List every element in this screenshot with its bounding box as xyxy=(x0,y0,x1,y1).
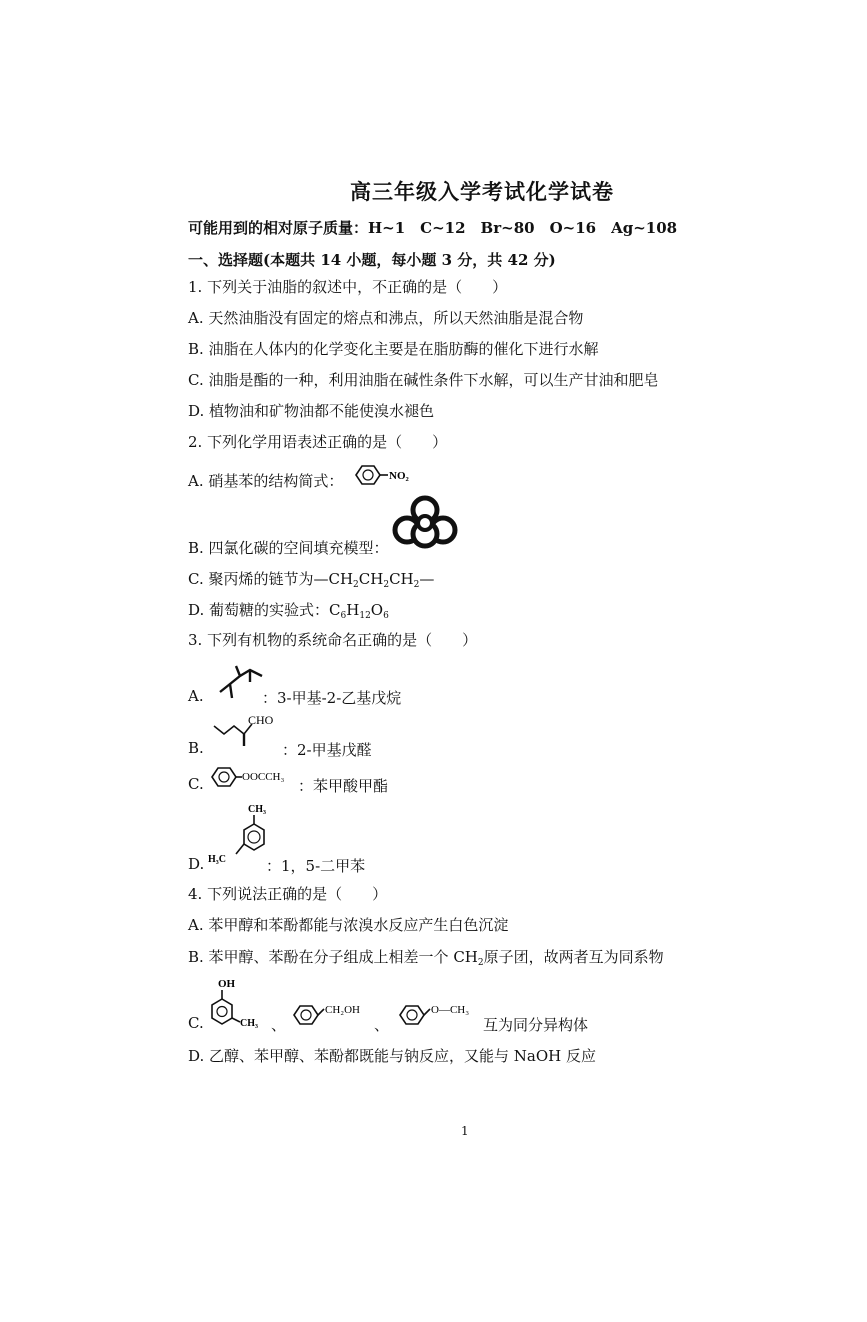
page-number: 1 xyxy=(461,1124,469,1138)
q4-stem: 4. 下列说法正确的是（ ） xyxy=(188,885,388,903)
q4-option-a: A. 苯甲醇和苯酚都能与浓溴水反应产生白色沉淀 xyxy=(188,916,509,934)
methyl-left-label: H₃C xyxy=(208,854,226,865)
ester-group-label: OOCCH₃ xyxy=(242,771,285,783)
q1-option-c: C. 油脂是酯的一种，利用油脂在碱性条件下水解，可以生产甘油和肥皂 xyxy=(188,371,659,389)
hydroxyl-label: OH xyxy=(218,978,236,990)
q3-option-a-label: A. xyxy=(188,687,204,705)
exam-title: 高三年级入学考试化学试卷 xyxy=(350,179,614,204)
q4-option-b: B. 苯甲醇、苯酚在分子组成上相差一个 $CH_2$原子团，故两者互为同系物 xyxy=(188,948,664,968)
q3-option-b-label: B. xyxy=(188,739,204,757)
q1-stem: 1. 下列关于油脂的叙述中，不正确的是（ ） xyxy=(188,278,508,296)
q4-c-separator-2: 、 xyxy=(374,1016,390,1034)
q4-c-separator-1: 、 xyxy=(271,1016,287,1034)
atomic-masses: 可能用到的相对原子质量：H~1 C~12 Br~80 O~16 Ag~108 xyxy=(188,219,678,237)
nitrobenzene-structure xyxy=(352,462,412,488)
q1-option-b: B. 油脂在人体内的化学变化主要是在脂肪酶的催化下进行水解 xyxy=(188,340,599,358)
och3-label: O—CH₃ xyxy=(431,1004,470,1016)
q2-option-b: B. 四氯化碳的空间填充模型： xyxy=(188,539,389,557)
q3-option-b-name: ：2-甲基戊醛 xyxy=(282,741,372,759)
aldehyde-group-label: CHO xyxy=(248,713,274,727)
q3-option-a-name: ：3-甲基-2-乙基戊烷 xyxy=(262,689,402,707)
q1-option-d: D. 植物油和矿物油都不能使溴水褪色 xyxy=(188,402,435,420)
ch2oh-label: CH₂OH xyxy=(325,1004,361,1016)
q3-b-skeletal-structure xyxy=(210,712,282,752)
section-heading: 一、选择题(本题共 14 小题，每小题 3 分，共 42 分) xyxy=(188,251,556,269)
q2-option-c: C. 聚丙烯的链节为$—CH_2CH_2CH_2—$ xyxy=(188,570,435,590)
q2-stem: 2. 下列化学用语表述正确的是（ ） xyxy=(188,433,448,451)
anisole-structure xyxy=(396,1000,482,1030)
q1-option-a: A. 天然油脂没有固定的熔点和沸点，所以天然油脂是混合物 xyxy=(188,309,584,327)
methyl-top-label: CH₃ xyxy=(248,804,266,815)
cresol-methyl-label: CH₃ xyxy=(240,1018,258,1029)
q4-option-c-label: C. xyxy=(188,1014,204,1032)
q3-option-d-name: ：1，5-二甲苯 xyxy=(266,857,366,875)
q4-option-d: D. 乙醇、苯甲醇、苯酚都既能与钠反应，又能与 NaOH 反应 xyxy=(188,1047,597,1065)
q2-option-a: A. 硝基苯的结构简式： xyxy=(188,472,344,490)
q4-option-c-tail: 互为同分异构体 xyxy=(483,1016,589,1034)
q3-option-c-label: C. xyxy=(188,775,204,793)
q3-option-c-name: ：苯甲酸甲酯 xyxy=(298,777,389,795)
ccl4-space-filling-model xyxy=(394,496,456,552)
cresol-structure xyxy=(206,975,276,1031)
q2-option-d: D. 葡萄糖的实验式：$C_6H_{12}O_6$ xyxy=(188,601,389,621)
benzyl-alcohol-structure xyxy=(290,1000,380,1030)
q3-stem: 3. 下列有机物的系统命名正确的是（ ） xyxy=(188,631,478,649)
q3-a-skeletal-structure xyxy=(216,662,268,702)
nitro-group-label: NO₂ xyxy=(389,470,409,482)
q3-option-d-label: D. xyxy=(188,855,205,873)
